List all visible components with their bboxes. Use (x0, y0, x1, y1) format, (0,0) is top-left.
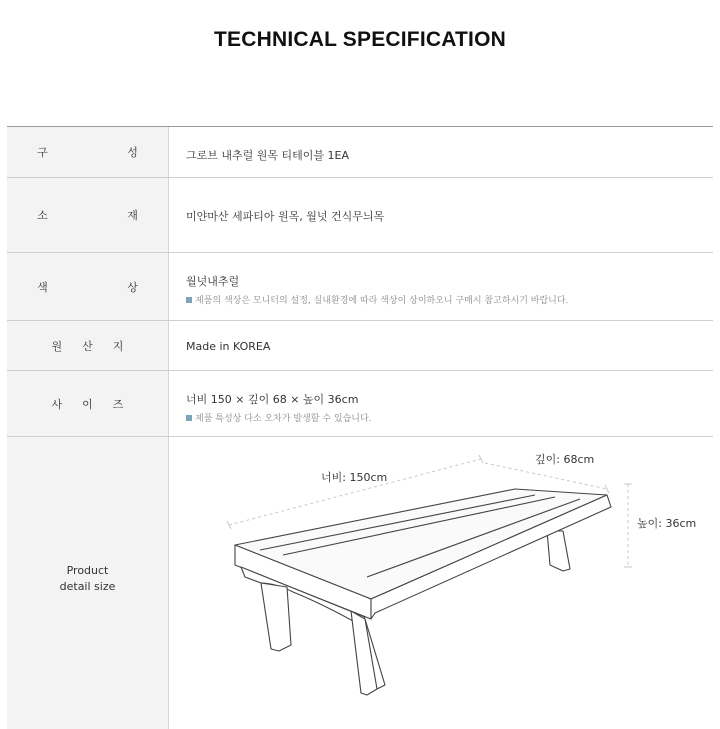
note-color-text: 제품의 색상은 모니터의 설정, 실내환경에 따라 색상이 상이하오니 구매시 참고하시기 바랍니다. (195, 296, 569, 306)
row-value (186, 178, 713, 252)
label-material: 소 재 (37, 209, 176, 222)
row-label (7, 127, 176, 177)
spec-row-size (7, 371, 713, 437)
note-marker-icon (186, 415, 192, 421)
note-size (186, 411, 372, 424)
label-size: 사이즈 (51, 397, 144, 411)
label-detail-line2: detail size (59, 579, 116, 593)
label-detail-size (60, 564, 116, 593)
label-composition: 구 성 (37, 146, 176, 159)
height-label: 높이: 36cm (637, 517, 697, 530)
row-value (186, 371, 713, 436)
table-dimension-drawing (175, 437, 713, 727)
label-origin: 원산지 (51, 339, 144, 353)
label-color: 색 상 (37, 280, 176, 294)
note-color (186, 293, 568, 306)
row-value (186, 253, 713, 320)
spec-row-color (7, 253, 713, 321)
value-origin: Made in KOREA (186, 340, 271, 353)
front-right-leg (351, 611, 377, 695)
row-value (186, 321, 713, 370)
row-value (186, 127, 713, 177)
front-left-leg (261, 583, 291, 651)
note-size-text: 제품 특성상 다소 오차가 발생할 수 있습니다. (195, 414, 372, 424)
label-detail-line1: Product (66, 563, 109, 577)
value-size: 너비 150 × 깊이 68 × 높이 36cm (186, 393, 359, 406)
spec-row-composition (7, 127, 713, 178)
spec-table (7, 126, 713, 729)
back-right-leg (547, 531, 570, 571)
value-color: 월넛내추럴 (186, 275, 240, 288)
row-label (7, 253, 176, 320)
spec-row-material (7, 178, 713, 253)
spec-row-detail-size (7, 437, 713, 729)
depth-label: 깊이: 68cm (535, 453, 595, 466)
page-title: TECHNICAL SPECIFICATION (214, 28, 506, 51)
depth-dimension-line (485, 463, 607, 489)
row-label (7, 178, 176, 252)
row-label (7, 371, 169, 436)
value-material: 미얀마산 세파티아 원목, 월넛 건식무늬목 (186, 210, 385, 223)
spec-row-origin (7, 321, 713, 371)
width-label: 너비: 150cm (321, 471, 388, 484)
value-composition: 그로브 내추럴 원목 티테이블 1EA (186, 149, 349, 162)
row-label (7, 321, 169, 370)
row-label (7, 437, 169, 729)
note-marker-icon (186, 297, 192, 303)
